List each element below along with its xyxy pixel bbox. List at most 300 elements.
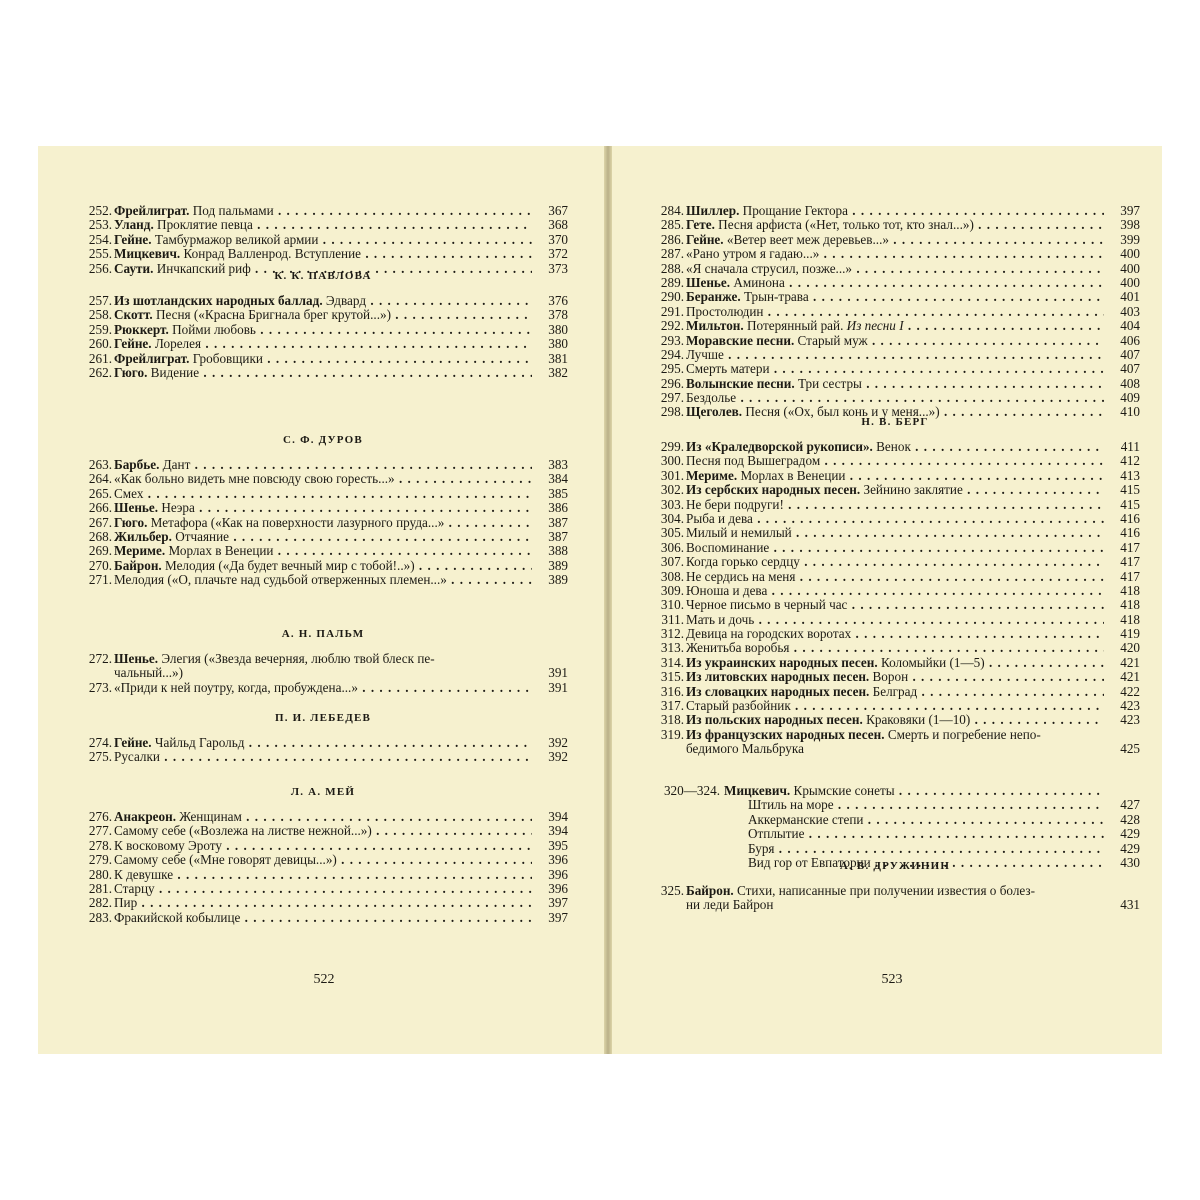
toc-entry [78, 544, 568, 558]
entry-title [686, 454, 1104, 468]
entry-title [114, 882, 532, 896]
entry-number: 283. [88, 909, 112, 925]
entry-work-title: К восковому Эроту [114, 838, 222, 853]
translator-heading: П. И. ЛЕБЕДЕВ [274, 712, 372, 724]
entry-number: 258. [88, 307, 112, 323]
entry-page-number: 392 [534, 736, 568, 750]
toc-section [78, 270, 568, 380]
entry-page-number: 412 [1106, 454, 1140, 468]
entry-number: 278. [88, 837, 112, 853]
entry-number: 277. [88, 823, 112, 839]
entry-number: 303. [660, 496, 684, 512]
entry-title [686, 377, 1104, 391]
entry-title [114, 218, 532, 232]
entry-number: 253. [88, 217, 112, 233]
entry-work-title: Смех [114, 486, 144, 501]
entry-number: 304. [660, 510, 684, 526]
toc-entry [78, 308, 568, 322]
entry-work-title: Инчкапский риф [156, 261, 251, 276]
entry-work-title: Проклятие певца [157, 218, 253, 233]
toc-entry [650, 305, 1140, 319]
entry-author: Мериме. [686, 468, 738, 483]
toc-section [78, 434, 568, 588]
entry-page-number: 409 [1106, 391, 1140, 405]
toc-entry [650, 276, 1140, 290]
entry-page-number: 420 [1106, 641, 1140, 655]
entry-page-number: 372 [534, 247, 568, 261]
entry-page-number: 380 [534, 337, 568, 351]
toc-entry [650, 319, 1140, 333]
entry-number: 261. [88, 350, 112, 366]
entry-number: 310. [660, 597, 684, 613]
entry-page-number: 418 [1106, 598, 1140, 612]
entry-title [686, 469, 1104, 483]
entry-page-number: 396 [534, 853, 568, 867]
toc-section [650, 204, 1140, 420]
entry-title [114, 458, 532, 472]
entry-number: 281. [88, 880, 112, 896]
entry-title [686, 319, 1104, 333]
entry-work-title: Простолюдин [686, 304, 764, 319]
entry-author: Мицкевич. [114, 247, 181, 262]
entry-page-number: 384 [534, 472, 568, 486]
toc-entry [650, 440, 1140, 454]
entry-author: Скотт. [114, 308, 153, 323]
toc-entry [78, 896, 568, 910]
entry-number: 290. [660, 289, 684, 305]
entry-title [114, 681, 532, 695]
toc-entry [78, 516, 568, 530]
entry-title [686, 290, 1104, 304]
entry-number: 276. [88, 809, 112, 824]
entry-author: Шенье. [114, 652, 159, 666]
entry-number: 284. [660, 203, 684, 218]
entry-page-number: 381 [534, 352, 568, 366]
entry-title-continuation: ни леди Байрон [686, 897, 774, 913]
entry-title [114, 308, 532, 322]
entry-title [114, 487, 532, 501]
entry-work-title: Краковяки (1—10) [866, 713, 971, 728]
entry-title [686, 440, 1104, 454]
entry-number: 300. [660, 453, 684, 469]
entry-author: Фрейлиграт. [114, 204, 190, 218]
entry-title [114, 204, 532, 218]
toc-entry [650, 362, 1140, 376]
entry-title [686, 391, 1104, 405]
entry-work-title: Песня под Вышеградом [686, 454, 821, 469]
entry-page-number: 378 [534, 308, 568, 322]
entry-number: 288. [660, 260, 684, 276]
entry-author: Рюккерт. [114, 322, 169, 337]
entry-author: Жильбер. [114, 529, 172, 544]
translator-heading: Н. В. БЕРГ [861, 416, 929, 428]
entry-page-number: 380 [534, 323, 568, 337]
entry-work-title: Метафора («Как на поверхности лазурного пруда...» [150, 515, 445, 530]
page-number-footer: 523 [881, 972, 903, 987]
entry-work-title: Неэра [161, 501, 195, 516]
toc-entry [78, 868, 568, 882]
toc-entry [650, 598, 1140, 612]
entry-work-title: Тамбурмажор великой армии [154, 232, 319, 247]
entry-title [114, 652, 532, 681]
entry-title [114, 736, 532, 750]
entry-work-title: Морлах в Венеции [740, 468, 846, 483]
toc-entry [78, 501, 568, 515]
entry-work-title: Коломыйки (1—5) [880, 655, 985, 670]
entry-title [114, 839, 532, 853]
entry-work-title: Рыба и дева [686, 511, 753, 526]
toc-entry [650, 454, 1140, 468]
entry-work-title: Старцу [114, 881, 155, 896]
entry-number: 268. [88, 528, 112, 544]
toc-entry [78, 337, 568, 351]
entry-number: 266. [88, 500, 112, 516]
toc-entry [650, 483, 1140, 497]
toc-section [78, 712, 568, 765]
entry-work-title: Отплытие [748, 827, 805, 842]
entry-number: 295. [660, 361, 684, 377]
entry-page-number: 399 [1106, 233, 1140, 247]
entry-page-number: 397 [534, 896, 568, 910]
entry-title [114, 247, 532, 261]
toc-entry [650, 290, 1140, 304]
entry-work-title: Старый разбойник [686, 699, 791, 714]
entry-work-title: Пойми любовь [172, 322, 256, 337]
entry-work-title: Вид гор от Евпатории [748, 855, 871, 870]
entry-work-title: «Я сначала струсил, позже...» [686, 261, 853, 276]
entry-title [686, 570, 1104, 584]
entry-page-number: 423 [1106, 699, 1140, 713]
entry-page-number: 417 [1106, 541, 1140, 555]
entry-number: 264. [88, 471, 112, 487]
entry-number: 315. [660, 669, 684, 685]
toc-entry [78, 853, 568, 867]
entry-page-number: 419 [1106, 627, 1140, 641]
entry-page-number: 407 [1106, 362, 1140, 376]
entry-work-title: Лорелея [154, 337, 202, 352]
entry-page-number: 396 [534, 882, 568, 896]
entry-author: Из польских народных песен. [686, 713, 863, 728]
toc-entry [78, 652, 568, 681]
entry-number: 311. [661, 611, 684, 627]
entry-author: Мицкевич. [724, 784, 791, 798]
entry-work-title: Прощание Гектора [742, 204, 848, 218]
toc-entry [78, 366, 568, 380]
entry-work-title: Стихи, написанные при получении известия о болез- [737, 884, 1036, 898]
entry-title [114, 810, 532, 824]
entry-page-number: 417 [1106, 570, 1140, 584]
entry-page-number: 391 [534, 666, 568, 680]
entry-work-title: Гробовщики [192, 351, 263, 366]
entry-page-number: 382 [534, 366, 568, 380]
entry-author: Волынские песни. [686, 376, 795, 391]
entry-page-number: 418 [1106, 584, 1140, 598]
entry-number: 275. [88, 749, 112, 765]
toc-entry [650, 798, 1140, 812]
entry-work-title: Мать и дочь [686, 612, 755, 627]
entry-title [114, 530, 532, 544]
entry-author: Беранже. [686, 290, 741, 305]
entry-page-number: 368 [534, 218, 568, 232]
toc-entry [78, 911, 568, 925]
toc-entry [78, 750, 568, 764]
entry-author: Из «Краледворской рукописи». [686, 440, 873, 454]
entry-work-title: Аккерманские степи [748, 812, 864, 827]
toc-entry [650, 526, 1140, 540]
entry-title-continuation: бедимого Мальбрука [686, 741, 804, 757]
entry-work-title: Мелодия («Да будет вечный мир с тобой!..») [165, 558, 415, 573]
entry-work-title: Милый и немилый [686, 526, 792, 541]
toc-entry [78, 218, 568, 232]
entry-title [114, 824, 532, 838]
entry-page-number: 429 [1106, 827, 1140, 841]
entry-author: Из украинских народных песен. [686, 655, 878, 670]
entry-work-title: Трын-трава [743, 290, 809, 305]
toc-entry [78, 247, 568, 261]
entry-work-title: Три сестры [797, 376, 862, 391]
entry-page-number: 396 [534, 868, 568, 882]
entry-work-title: Воспоминание [686, 540, 770, 555]
entry-work-title: Отчаяние [175, 529, 230, 544]
entry-number: 289. [660, 274, 684, 290]
entry-number: 252. [88, 203, 112, 218]
translator-heading: А. Н. ПАЛЬМ [281, 628, 365, 640]
entry-title [686, 334, 1104, 348]
toc-entry [650, 713, 1140, 727]
entry-title [114, 294, 532, 308]
entry-title [114, 337, 532, 351]
entry-title [686, 498, 1104, 512]
entry-work-title: Песня («Красна Бригнала брег крутой...») [155, 308, 391, 323]
entry-title [114, 352, 532, 366]
toc-entry [650, 813, 1140, 827]
toc-entry [78, 559, 568, 573]
entry-page-number: 410 [1106, 405, 1140, 419]
entry-title [686, 627, 1104, 641]
entry-author: Из словацких народных песен. [686, 684, 870, 699]
entry-italic-note: Из песни I [846, 319, 904, 334]
entry-number: 262. [88, 364, 112, 380]
entry-title [686, 512, 1104, 526]
entry-page-number: 386 [534, 501, 568, 515]
entry-work-title: Лучше [686, 347, 724, 362]
entry-number: 259. [88, 321, 112, 337]
entry-title [686, 526, 1104, 540]
entry-work-title: Чайльд Гарольд [154, 736, 245, 750]
entry-author: Гейне. [114, 232, 152, 247]
entry-work-title: Венок [876, 440, 911, 454]
entry-work-title: Старый муж [797, 333, 868, 348]
entry-author: Из литовских народных песен. [686, 670, 870, 685]
entry-author: Мериме. [114, 544, 166, 559]
entry-title [748, 798, 1104, 812]
entry-page-number: 430 [1106, 856, 1140, 870]
entry-number: 299. [660, 439, 684, 454]
entry-author: Гейне. [686, 232, 724, 247]
entry-title [114, 323, 532, 337]
toc-entry [650, 670, 1140, 684]
entry-author: Уланд. [114, 218, 154, 233]
entry-number: 297. [660, 390, 684, 406]
toc-entry [650, 391, 1140, 405]
entry-number: 280. [88, 866, 112, 882]
page-number-footer: 522 [313, 972, 335, 987]
entry-page-number: 403 [1106, 305, 1140, 319]
toc-entry [650, 728, 1140, 757]
toc-section [78, 628, 568, 695]
entry-work-title: Юноша и дева [686, 583, 768, 598]
toc-entry [650, 842, 1140, 856]
right-page [650, 146, 1140, 1054]
entry-title [114, 366, 532, 380]
entry-number: 273. [88, 679, 112, 695]
toc-section [650, 416, 1140, 757]
entry-title [114, 750, 532, 764]
toc-entry [650, 570, 1140, 584]
entry-page-number: 415 [1106, 483, 1140, 497]
entry-number: 257. [88, 293, 112, 308]
entry-work-title: Аминона [733, 275, 785, 290]
entry-author: Шенье. [114, 501, 159, 516]
entry-number: 312. [660, 626, 684, 642]
entry-title [114, 472, 532, 486]
entry-title [114, 896, 532, 910]
entry-number: 306. [660, 539, 684, 555]
entry-page-number: 397 [534, 911, 568, 925]
entry-number: 254. [88, 231, 112, 247]
toc-entry [650, 247, 1140, 261]
entry-title [748, 842, 1104, 856]
entry-work-title: Видение [150, 365, 200, 380]
entry-work-title: Песня арфиста («Нет, только тот, кто знал...») [718, 218, 974, 233]
entry-page-number: 400 [1106, 262, 1140, 276]
entry-work-title: Смерть и погребение непо- [887, 727, 1041, 742]
entry-page-number: 408 [1106, 377, 1140, 391]
entry-work-title: Не бери подруги! [686, 497, 784, 512]
toc-entry [650, 699, 1140, 713]
entry-page-number: 387 [534, 516, 568, 530]
entry-title [686, 204, 1104, 218]
entry-title [686, 713, 1104, 727]
entry-title [748, 827, 1104, 841]
entry-author: Щеголев. [686, 405, 743, 420]
toc-entry [78, 882, 568, 896]
toc-entry [650, 613, 1140, 627]
entry-work-title: «Как больно видеть мне повсюду свою горесть...» [114, 472, 395, 487]
entry-page-number: 395 [534, 839, 568, 853]
entry-work-title: Под пальмами [192, 204, 274, 218]
entry-page-number: 417 [1106, 555, 1140, 569]
entry-title [724, 784, 1104, 798]
toc-entry [78, 472, 568, 486]
translator-heading: С. Ф. ДУРОВ [283, 434, 363, 446]
toc-entry [650, 541, 1140, 555]
entry-number: 263. [88, 457, 112, 472]
entry-page-number: 401 [1106, 290, 1140, 304]
entry-work-title: Девица на городских воротах [686, 627, 852, 642]
entry-title [686, 728, 1104, 757]
entry-number: 294. [660, 346, 684, 362]
entry-title [686, 670, 1104, 684]
entry-title [686, 348, 1104, 362]
entry-page-number: 373 [534, 262, 568, 276]
entry-page-number: 367 [534, 204, 568, 218]
toc-entry [650, 204, 1140, 218]
entry-author: Шиллер. [686, 204, 740, 218]
entry-number: 309. [660, 582, 684, 598]
entry-page-number: 394 [534, 824, 568, 838]
entry-page-number: 411 [1106, 440, 1140, 454]
entry-work-title: «Ветер веет меж деревьев...» [726, 232, 889, 247]
toc-section [650, 784, 1140, 870]
entry-title [686, 884, 1104, 913]
entry-work-title: Зейнино заклятие [863, 483, 963, 498]
entry-number: 301. [660, 467, 684, 483]
entry-work-title: Мелодия («О, плачьте над судьбой отверженных племен...» [114, 573, 447, 588]
entry-author: Мильтон. [686, 319, 744, 334]
left-page [78, 146, 568, 1054]
entry-title [686, 218, 1104, 232]
entry-page-number: 416 [1106, 526, 1140, 540]
entry-page-number: 389 [534, 559, 568, 573]
entry-title [686, 555, 1104, 569]
toc-entry [650, 884, 1140, 913]
entry-title [114, 853, 532, 867]
toc-entry [78, 839, 568, 853]
entry-work-title: «Рано утром я гадаю...» [686, 247, 820, 262]
entry-page-number: 423 [1106, 713, 1140, 727]
toc-entry [650, 512, 1140, 526]
translator-heading: К. К. ПАВЛОВА [274, 270, 372, 282]
entry-page-number: 429 [1106, 842, 1140, 856]
entry-author: Из сербских народных песен. [686, 483, 861, 498]
entry-author: Гюго. [114, 365, 148, 380]
entry-number: 292. [660, 318, 684, 334]
toc-entry [650, 627, 1140, 641]
entry-page-number: 404 [1106, 319, 1140, 333]
toc-entry [78, 810, 568, 824]
entry-work-title: Женитьба воробья [686, 641, 790, 656]
entry-title [686, 262, 1104, 276]
entry-title [686, 613, 1104, 627]
entry-number: 298. [660, 404, 684, 420]
entry-work-title: Смерть матери [686, 362, 770, 377]
entry-number: 267. [88, 514, 112, 530]
entry-work-title: Черное письмо в черный час [686, 598, 848, 613]
toc-entry [650, 555, 1140, 569]
entry-number: 291. [660, 303, 684, 319]
entry-author: Фрейлиграт. [114, 351, 190, 366]
entry-number: 287. [660, 246, 684, 262]
entry-title [114, 544, 532, 558]
entry-page-number: 418 [1106, 613, 1140, 627]
entry-number: 317. [660, 698, 684, 714]
entry-author: Гейне. [114, 736, 152, 750]
entry-number: 255. [88, 246, 112, 262]
entry-number: 269. [88, 543, 112, 559]
toc-entry [650, 641, 1140, 655]
entry-title [114, 516, 532, 530]
entry-work-title: Морлах в Венеции [168, 544, 274, 559]
entry-page-number: 388 [534, 544, 568, 558]
entry-work-title: Белград [872, 684, 918, 699]
entry-number: 293. [660, 332, 684, 348]
toc-entry [650, 685, 1140, 699]
entry-number: 265. [88, 485, 112, 501]
entry-page-number: 413 [1106, 469, 1140, 483]
entry-work-title: Буря [748, 841, 775, 856]
entry-title [686, 362, 1104, 376]
